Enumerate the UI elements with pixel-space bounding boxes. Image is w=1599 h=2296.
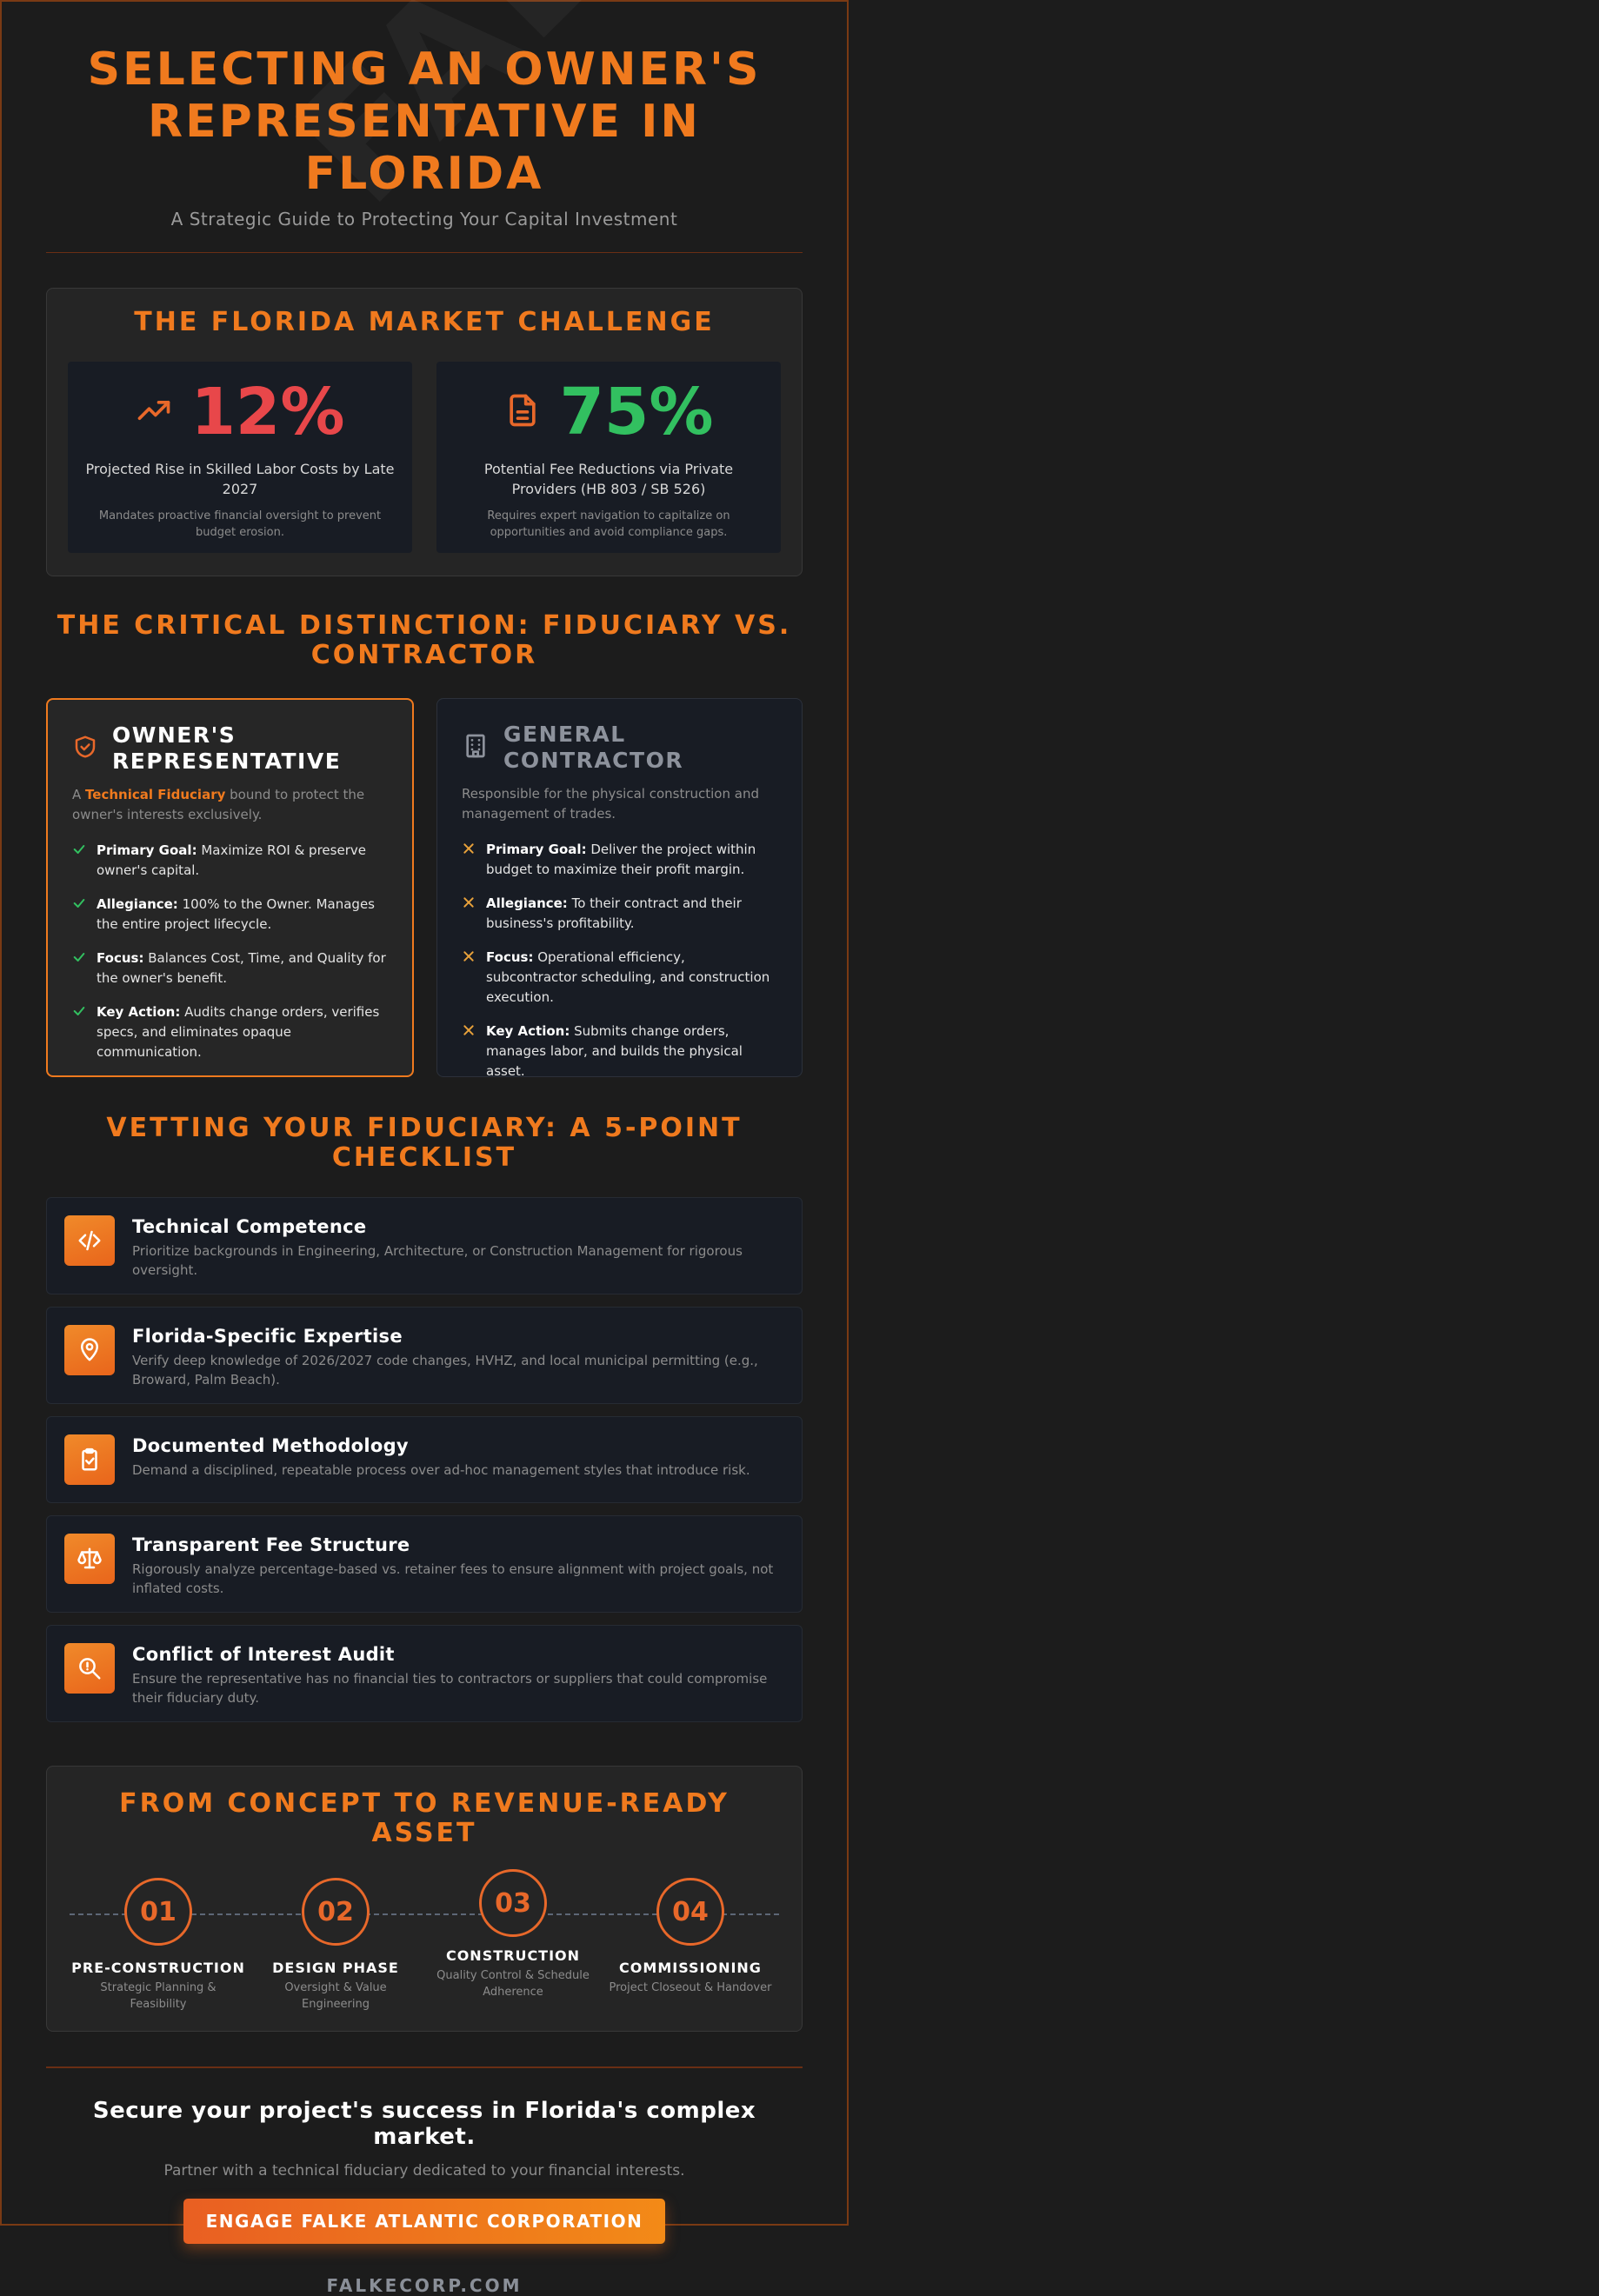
owner-rep-card <box>46 698 414 1077</box>
phase-step <box>602 1878 779 2013</box>
owner-rep-list <box>72 841 388 1062</box>
checklist-item <box>46 1416 803 1503</box>
list-item: Primary Goal: Deliver the project within budget to maximize their profit margin. <box>462 840 777 880</box>
stat-label: Potential Fee Reductions via Private Providers (HB 803 / SB 526) <box>483 461 734 497</box>
stat-note: Requires expert navigation to capitalize on opportunities and avoid compliance gaps. <box>487 509 730 539</box>
market-challenge-panel <box>46 288 803 576</box>
website-link[interactable]: FALKECORP.COM <box>326 2275 523 2296</box>
stat-label: Projected Rise in Skilled Labor Costs by Late 2027 <box>85 461 395 497</box>
checklist-item <box>46 1197 803 1294</box>
owner-rep-title: OWNER'S REPRESENTATIVE <box>112 722 342 774</box>
check-icon <box>72 842 86 881</box>
checklist-item-title: Documented Methodology <box>132 1435 409 1456</box>
timeline-phases <box>70 1878 779 2013</box>
phase-step <box>70 1878 247 2013</box>
phase-step <box>247 1878 424 2013</box>
page-content <box>46 0 803 2296</box>
checklist-item <box>46 1307 803 1404</box>
checklist-item <box>46 1625 803 1722</box>
phase-name: DESIGN PHASE <box>272 1960 399 1976</box>
header-divider <box>46 252 803 253</box>
checklist-item-desc: Demand a disciplined, repeatable process over ad-hoc management styles that introduce risk. <box>132 1462 750 1478</box>
checklist-title: VETTING YOUR FIDUCIARY: A 5-POINT CHECKLIST <box>106 1113 743 1173</box>
search-alert-icon <box>64 1643 115 1694</box>
stat-value: 75% <box>559 375 714 449</box>
hero-header <box>46 0 803 230</box>
page-subtitle: A Strategic Guide to Protecting Your Capital Investment <box>170 209 678 230</box>
market-title: THE FLORIDA MARKET CHALLENGE <box>134 307 715 337</box>
cta-headline: Secure your project's success in Florida's complex market. <box>92 2098 756 2150</box>
phase-name: PRE-CONSTRUCTION <box>71 1960 245 1976</box>
checklist-item-desc: Ensure the representative has no financial ties to contractors or suppliers that could compromise their fiduciary duty. <box>132 1671 768 1706</box>
stat-card-fees <box>436 362 781 553</box>
engage-button[interactable]: ENGAGE FALKE ATLANTIC CORPORATION <box>183 2199 665 2244</box>
stat-value: 12% <box>190 375 345 449</box>
general-contractor-title: GENERAL CONTRACTOR <box>503 722 684 773</box>
stat-note: Mandates proactive financial oversight to prevent budget erosion. <box>98 509 382 539</box>
cross-icon <box>462 895 476 934</box>
check-icon <box>72 896 86 935</box>
checklist <box>46 1197 803 1722</box>
distinction-title: THE CRITICAL DISTINCTION: FIDUCIARY VS. CONTRACTOR <box>57 610 792 670</box>
checklist-item <box>46 1515 803 1613</box>
comparison-row <box>46 698 803 1077</box>
cross-icon <box>462 842 476 880</box>
list-item: Primary Goal: Maximize ROI & preserve owner's capital. <box>72 841 388 881</box>
phase-desc: Quality Control & Schedule Adherence <box>436 1969 590 1999</box>
shield-check-icon <box>72 734 98 763</box>
phase-number: 01 <box>124 1878 192 1946</box>
checklist-item-title: Transparent Fee Structure <box>132 1534 410 1555</box>
phase-number: 03 <box>479 1869 547 1937</box>
checklist-item-title: Florida-Specific Expertise <box>132 1326 403 1347</box>
footer-divider <box>46 2066 803 2068</box>
cross-icon <box>462 1023 476 1081</box>
list-item: Allegiance: 100% to the Owner. Manages the entire project lifecycle. <box>72 895 388 935</box>
general-contractor-list <box>462 840 777 1081</box>
stats-row <box>68 362 781 553</box>
timeline-panel <box>46 1766 803 2032</box>
list-item: Focus: Balances Cost, Time, and Quality for the owner's benefit. <box>72 948 388 988</box>
timeline-title: FROM CONCEPT TO REVENUE-READY ASSET <box>119 1788 730 1848</box>
phase-desc: Strategic Planning & Feasibility <box>100 1981 217 2011</box>
cta-footer <box>46 2098 803 2296</box>
map-pin-icon <box>64 1325 115 1375</box>
checklist-item-desc: Rigorously analyze percentage-based vs. retainer fees to ensure alignment with project goals, not inflated costs. <box>132 1561 774 1596</box>
phase-number: 04 <box>656 1878 724 1946</box>
list-item: Key Action: Audits change orders, verifies specs, and eliminates opaque communication. <box>72 1002 388 1062</box>
stat-card-labor <box>68 362 412 553</box>
cta-subline: Partner with a technical fiduciary dedicated to your financial interests. <box>163 2162 685 2180</box>
checklist-item-desc: Verify deep knowledge of 2026/2027 code changes, HVHZ, and local municipal permitting (e.g., Broward, Palm Beach). <box>132 1353 758 1388</box>
list-item: Key Action: Submits change orders, manages labor, and builds the physical asset. <box>462 1022 777 1081</box>
check-icon <box>72 1004 86 1062</box>
document-icon <box>503 391 542 433</box>
clipboard-check-icon <box>64 1434 115 1485</box>
check-icon <box>72 950 86 988</box>
phase-name: CONSTRUCTION <box>445 1947 581 1964</box>
trending-up-icon <box>135 391 173 433</box>
phase-desc: Project Closeout & Handover <box>609 1981 772 1994</box>
phase-name: COMMISSIONING <box>619 1960 762 1976</box>
checklist-item-desc: Prioritize backgrounds in Engineering, Architecture, or Construction Management for rigorous oversight. <box>132 1243 743 1278</box>
phase-step <box>424 1878 602 2013</box>
phase-number: 02 <box>302 1878 370 1946</box>
owner-rep-desc: A Technical Fiduciary bound to protect the owner's interests exclusively. <box>72 787 365 822</box>
page-title: SELECTING AN OWNER'S REPRESENTATIVE IN FLORIDA <box>87 43 762 200</box>
list-item: Focus: Operational efficiency, subcontractor scheduling, and construction execution. <box>462 948 777 1008</box>
phase-desc: Oversight & Value Engineering <box>284 1981 387 2011</box>
checklist-item-title: Technical Competence <box>132 1216 367 1237</box>
general-contractor-card <box>436 698 803 1077</box>
code-icon <box>64 1215 115 1266</box>
scale-icon <box>64 1534 115 1584</box>
list-item: Allegiance: To their contract and their business's profitability. <box>462 894 777 934</box>
checklist-item-title: Conflict of Interest Audit <box>132 1644 395 1665</box>
cross-icon <box>462 949 476 1008</box>
general-contractor-desc: Responsible for the physical construction and management of trades. <box>462 786 759 822</box>
highlight-text: Technical Fiduciary <box>85 787 226 802</box>
building-icon <box>462 732 490 763</box>
